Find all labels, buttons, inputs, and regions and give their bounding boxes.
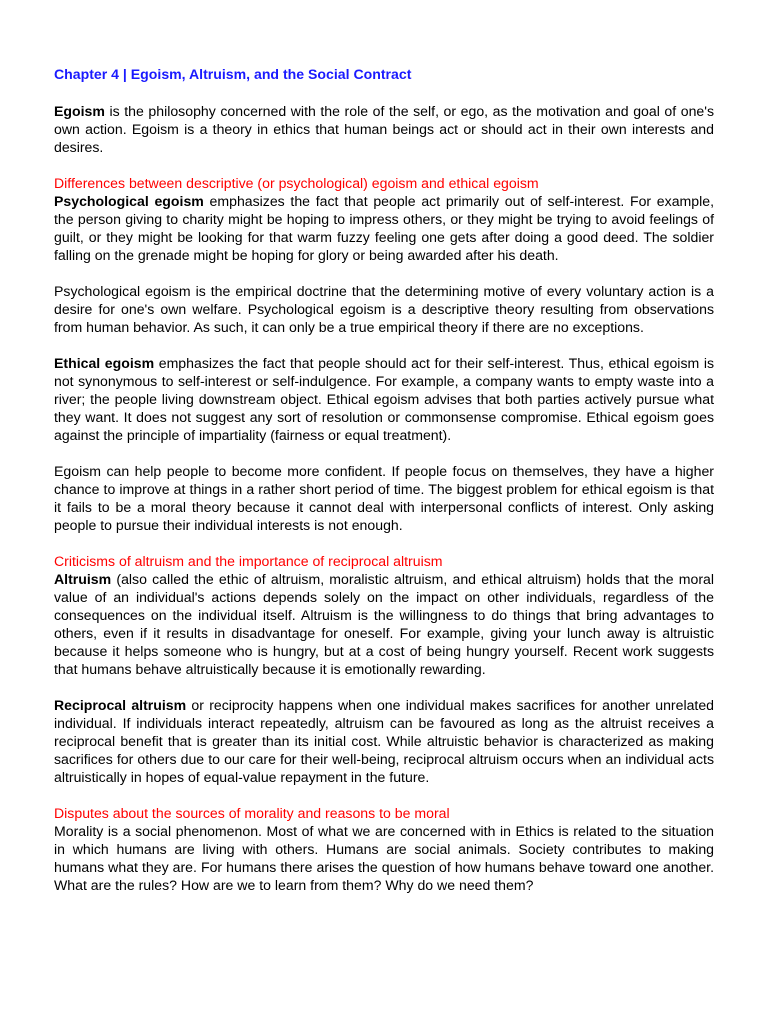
psychological-egoism-text: emphasizes the fact that people act primarily out of self-interest. For example, the person giving to charity might be hoping to impress others, or they might be trying to avoid feelings of guilt, or they might be looking for that warm fuzzy feeling one gets after doing a good deed. The soldier falling on the grenade might be hoping for glory or being awarded after his death. xyxy=(54,193,714,263)
chapter-title: Chapter 4 | Egoism, Altruism, and the Social Contract xyxy=(54,66,412,82)
section-heading-egoism-types: Differences between descriptive (or psychological) egoism and ethical egoism xyxy=(54,175,539,191)
empirical-doctrine-paragraph: Psychological egoism is the empirical doctrine that the determining motive of every voluntary action is a desire for one's own welfare. Psychological egoism is a descriptive theory resulting from observations from human behavior. As such, it can only be a true empirical theory if there are no exceptions. xyxy=(54,283,714,335)
ethical-egoism-term: Ethical egoism xyxy=(54,355,155,371)
altruism-text: (also called the ethic of altruism, moralistic altruism, and ethical altruism) holds that the moral value of an individual's actions depends solely on the impact on other individuals, regardless of the consequences on the individual itself. Altruism is the willingness to do things that bring advantages to others, even if it results in disadvantage for oneself. For example, giving your lunch away is altruistic because it helps someone who is hungry, but at a cost of being hungry yourself. Recent work suggests that humans behave altruistically because it is emotionally rewarding. xyxy=(54,571,714,677)
altruism-paragraph xyxy=(54,570,714,678)
egoism-text: is the philosophy concerned with the role of the self, or ego, as the motivation and goal of one's own action. Egoism is a theory in ethics that human beings act or should act in their own interests and desires. xyxy=(54,103,714,155)
reciprocal-altruism-paragraph xyxy=(54,696,714,786)
section-heading-altruism: Criticisms of altruism and the importance of reciprocal altruism xyxy=(54,553,443,569)
egoism-term: Egoism xyxy=(54,103,105,119)
ethical-egoism-paragraph xyxy=(54,354,714,444)
reciprocal-altruism-term: Reciprocal altruism xyxy=(54,697,187,713)
psychological-egoism-term: Psychological egoism xyxy=(54,193,204,209)
altruism-term: Altruism xyxy=(54,571,112,587)
egoism-confidence-paragraph: Egoism can help people to become more confident. If people focus on themselves, they have a higher chance to improve at things in a rather short period of time. The biggest problem for ethical egoism is that it fails to be a moral theory because it cannot deal with interpersonal conflicts of interest. Only asking people to pursue their individual interests is not enough. xyxy=(54,463,714,533)
ethical-egoism-text: emphasizes the fact that people should act for their self-interest. Thus, ethical egoism is not synonymous to self-interest or self-indulgence. For example, a company wants to empty waste into a river; the people living downstream object. Ethical egoism advises that both parties actively pursue what they want. It does not suggest any sort of resolution or commonsense compromise. Ethical egoism goes against the principle of impartiality (fairness or equal treatment). xyxy=(54,355,714,443)
section-heading-morality: Disputes about the sources of morality and reasons to be moral xyxy=(54,805,450,821)
reciprocal-altruism-text: or reciprocity happens when one individual makes sacrifices for another unrelated individual. If individuals interact repeatedly, altruism can be favoured as long as the altruist receives a reciprocal benefit that is greater than its initial cost. While altruistic behavior is characterized as making sacrifices for others due to our care for their well-being, reciprocal altruism occurs when an individual acts altruistically in hopes of equal-value repayment in the future. xyxy=(54,697,715,785)
egoism-paragraph xyxy=(54,102,714,156)
document-page xyxy=(54,64,714,912)
morality-paragraph: Morality is a social phenomenon. Most of what we are concerned with in Ethics is related to the situation in which humans are living with others. Humans are social animals. Society contributes to making humans what they are. For humans there arises the question of how humans behave toward one another. What are the rules? How are we to learn from them? Why do we need them? xyxy=(54,823,714,893)
psychological-egoism-paragraph xyxy=(54,192,714,264)
